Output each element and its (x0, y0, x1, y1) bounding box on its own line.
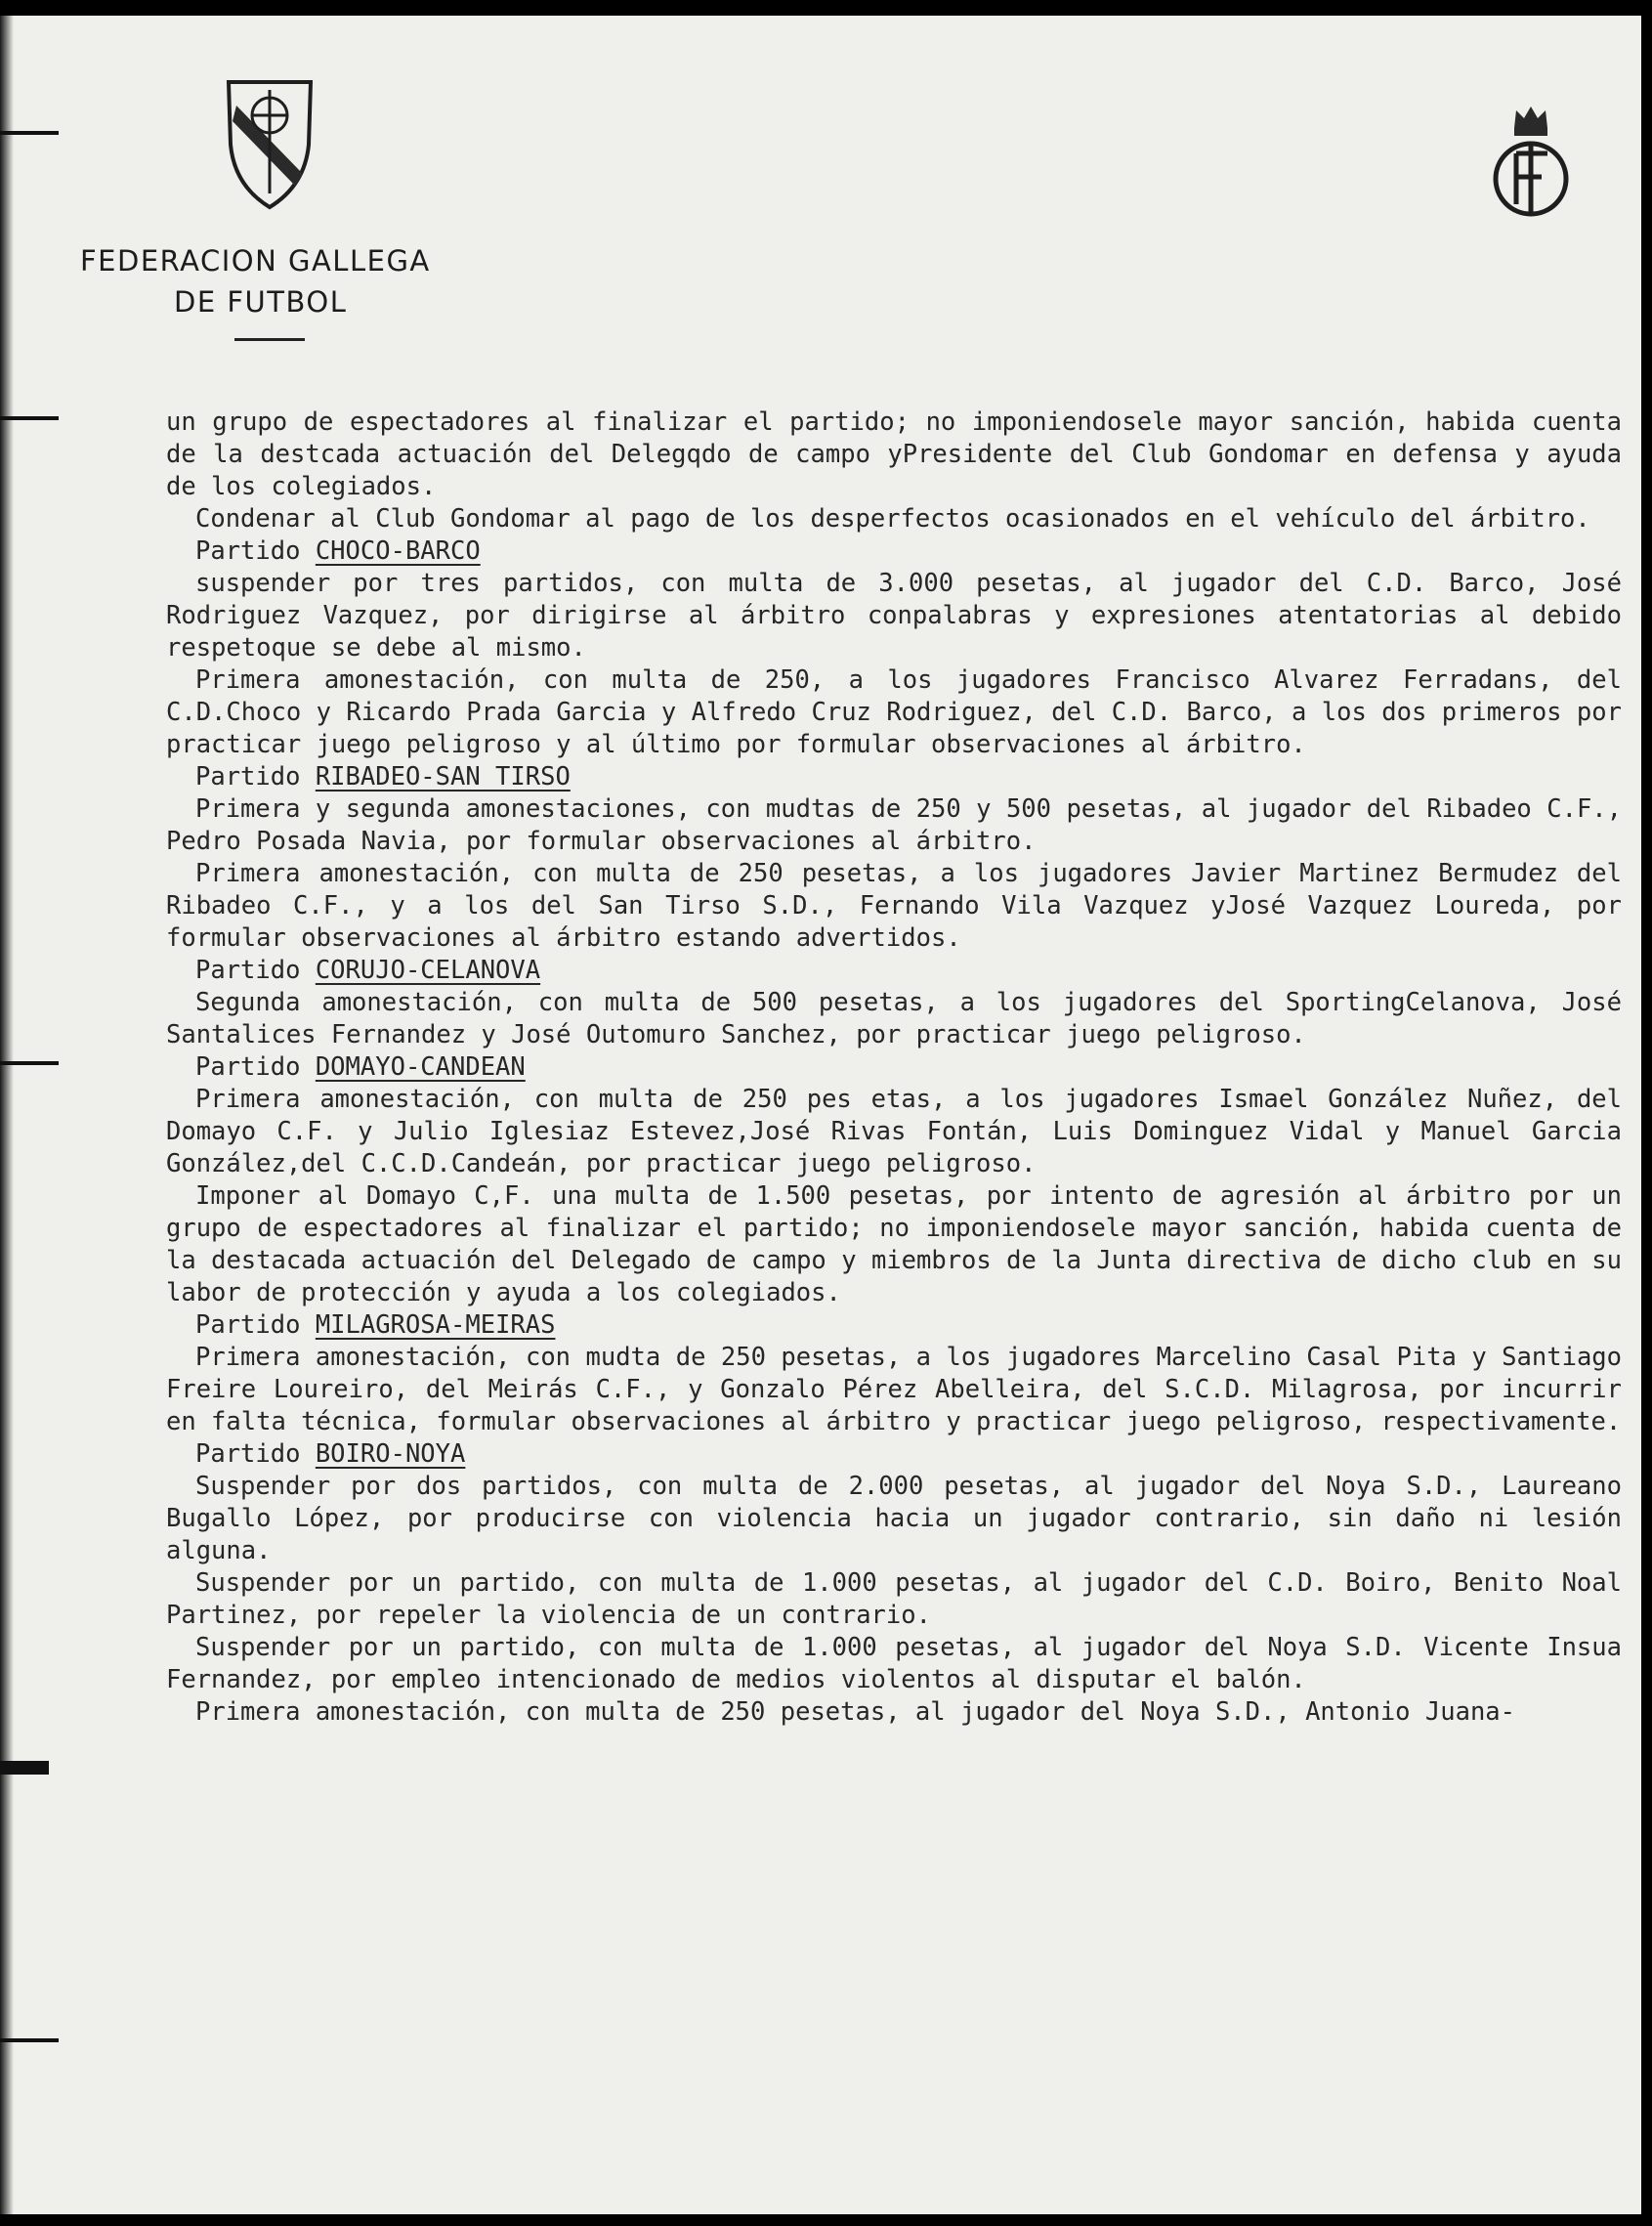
binder-hole-mark (0, 1061, 59, 1065)
federation-name-line1: FEDERACION GALLEGA (80, 244, 431, 278)
ruling-paragraph: Imponer al Domayo C,F. una multa de 1.500 pesetas, por intento de agresión al árbitro por un grupo de espectadores al finalizar el partido; no imponiendosele mayor sanción, habida cuenta de la destacada actuación del Delegado de campo y miembros de la Junta directiva de dicho club en su labor de protección y ayuda a los colegiados. (166, 1181, 1622, 1307)
document-page (0, 16, 1641, 2214)
federation-name (80, 240, 471, 322)
match-name: RIBADEO-SAN TIRSO (315, 762, 571, 792)
section-ribadeo-san-tirso (166, 761, 1622, 955)
match-name: BOIRO-NOYA (315, 1439, 466, 1469)
ruling-paragraph: Suspender por un partido, con multa de 1.000 pesetas, al jugador del Noya S.D. Vicente Insua Fernandez, por empleo intencionado de medios violentos al disputar el balón. (166, 1633, 1622, 1694)
section-choco-barco (166, 535, 1622, 761)
match-name: DOMAYO-CANDEAN (315, 1052, 526, 1082)
ruling-paragraph: Suspender por un partido, con multa de 1.000 pesetas, al jugador del C.D. Boiro, Benito Noal Partinez, por repeler la violencia de un contrario. (166, 1568, 1622, 1630)
ruling-paragraph: Primera amonestación, con multa de 250 pesetas, al jugador del Noya S.D., Antonio Juana- (195, 1697, 1516, 1727)
section-boiro-noya (166, 1438, 1622, 1729)
section-heading: Partido CORUJO-CELANOVA (195, 956, 541, 985)
intro-paragraph: Condenar al Club Gondomar al pago de los desperfectos ocasionados en el vehículo del árbitro. (195, 504, 1590, 534)
ruling-paragraph: Primera amonestación, con multa de 250, a los jugadores Francisco Alvarez Ferradans, del C.D.Choco y Ricardo Prada Garcia y Alfredo Cruz Rodriguez, del C.D. Barco, a los dos primeros por practicar juego peligroso y al último por formular observaciones al árbitro. (166, 665, 1622, 759)
page-edge-shadow (0, 16, 14, 2214)
binder-hole-mark (0, 2038, 59, 2042)
section-heading: Partido CHOCO-BARCO (195, 536, 481, 566)
match-name: MILAGROSA-MEIRAS (315, 1310, 556, 1340)
ruling-paragraph: Segunda amonestación, con multa de 500 pesetas, a los jugadores del SportingCelanova, José Santalices Fernandez y José Outomuro Sanchez, por practicar juego peligroso. (166, 988, 1622, 1049)
binder-hole-mark (0, 131, 59, 135)
letterhead-rule (234, 338, 305, 341)
match-name: CHOCO-BARCO (315, 536, 481, 566)
binder-hole-mark (0, 416, 59, 420)
rfef-crown-monogram-icon (1487, 99, 1575, 226)
section-milagrosa-meiras (166, 1309, 1622, 1438)
ruling-paragraph: Primera y segunda amonestaciones, con mudtas de 250 y 500 pesetas, al jugador del Ribadeo C.F., Pedro Posada Navia, por formular observaciones al árbitro. (166, 794, 1622, 856)
binder-hole-mark (0, 1761, 49, 1775)
section-corujo-celanova (166, 955, 1622, 1051)
ruling-paragraph: Primera amonestación, con mudta de 250 pesetas, a los jugadores Marcelino Casal Pita y Santiago Freire Loureiro, del Meirás C.F., y Gonzalo Pérez Abelleira, del S.C.D. Milagrosa, por incurrir en falta técnica, formular observaciones al árbitro y practicar juego peligroso, respectivamente. (166, 1343, 1622, 1436)
section-heading: Partido MILAGROSA-MEIRAS (195, 1310, 556, 1340)
federation-shield-icon (223, 76, 317, 213)
ruling-paragraph: Primera amonestación, con multa de 250 pesetas, a los jugadores Javier Martinez Bermudez del Ribadeo C.F., y a los del San Tirso S.D., Fernando Vila Vazquez yJosé Vazquez Loureda, por formular observaciones al árbitro estando advertidos. (166, 859, 1622, 953)
ruling-paragraph: suspender por tres partidos, con multa de 3.000 pesetas, al jugador del C.D. Barco, José Rodriguez Vazquez, por dirigirse al árbitro conpalabras y expresiones atentatorias al debido respetoque se debe al mismo. (166, 569, 1622, 663)
document-body (166, 407, 1622, 1729)
match-name: CORUJO-CELANOVA (315, 956, 541, 985)
ruling-paragraph: Primera amonestación, con multa de 250 pes etas, a los jugadores Ismael González Nuñez, del Domayo C.F. y Julio Iglesiaz Estevez,José Rivas Fontán, Luis Dominguez Vidal y Manuel Garcia González,del C.C.D.Candeán, por practicar juego peligroso. (166, 1085, 1622, 1178)
intro-paragraph: un grupo de espectadores al finalizar el partido; no imponiendosele mayor sanción, habida cuenta de la destcada actuación del Delegqdo de campo yPresidente del Club Gondomar en defensa y ayuda de los colegiados. (166, 407, 1622, 501)
section-heading: Partido DOMAYO-CANDEAN (195, 1052, 526, 1082)
section-heading: Partido BOIRO-NOYA (195, 1439, 466, 1469)
section-domayo-candean (166, 1051, 1622, 1309)
section-heading: Partido RIBADEO-SAN TIRSO (195, 762, 571, 792)
ruling-paragraph: Suspender por dos partidos, con multa de 2.000 pesetas, al jugador del Noya S.D., Laureano Bugallo López, por producirse con violencia hacia un jugador contrario, sin daño ni lesión alguna. (166, 1472, 1622, 1565)
federation-name-line2: DE FUTBOL (174, 285, 348, 319)
